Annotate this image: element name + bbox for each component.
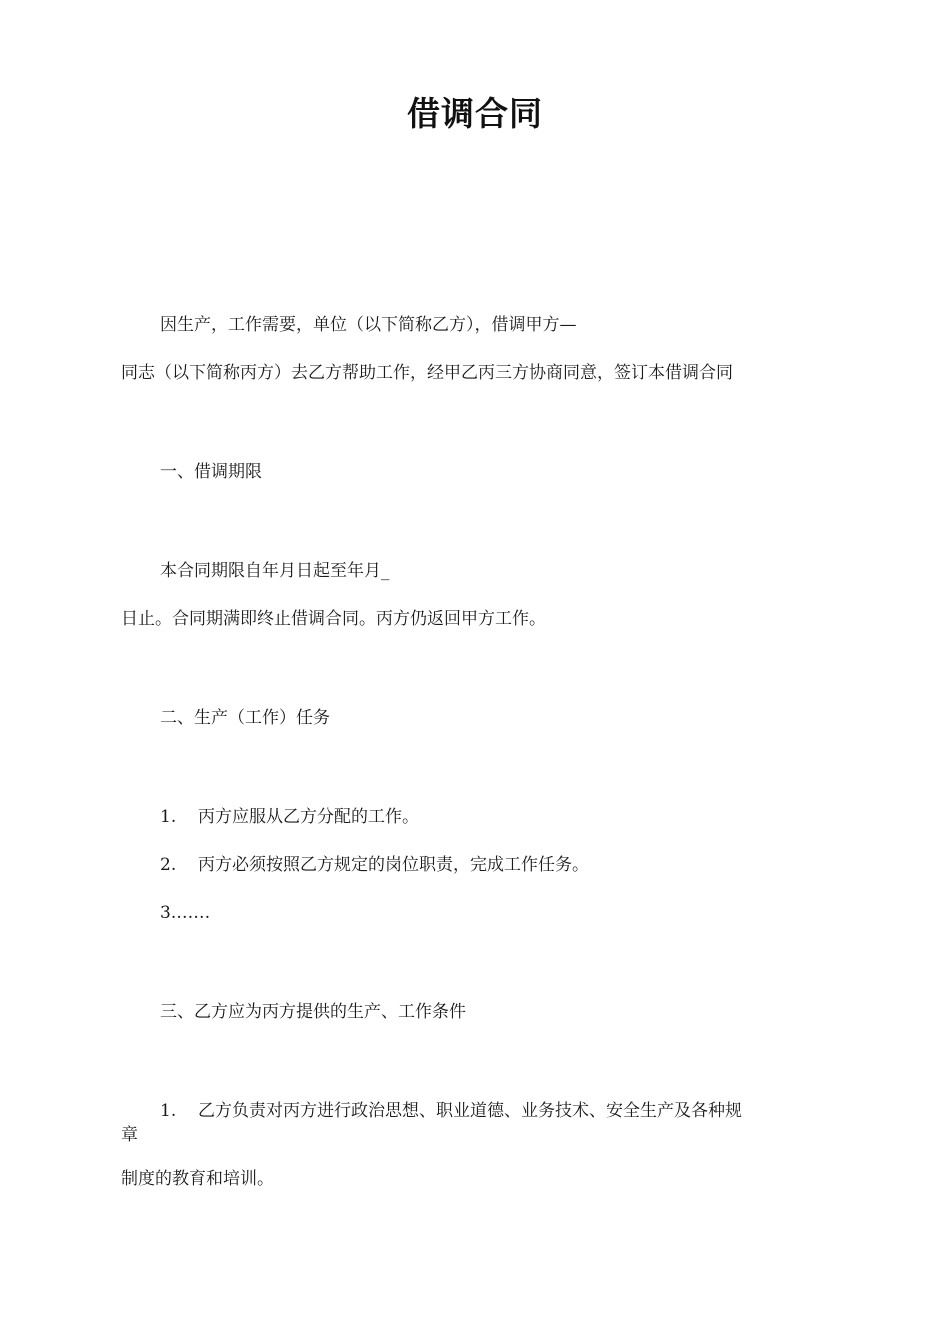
intro-line-2: 同志（以下简称丙方）去乙方帮助工作，经甲乙丙三方协商同意，签订本借调合同 bbox=[121, 363, 733, 383]
section-3-item-1-continuation: 制度的教育和培训。 bbox=[121, 1169, 274, 1189]
section-2-item-3 bbox=[160, 902, 210, 924]
section-3-item-1 bbox=[160, 1100, 742, 1122]
section-1-line-2: 日止。合同期满即终止借调合同。丙方仍返回甲方工作。 bbox=[121, 609, 546, 629]
section-1-heading: 一、借调期限 bbox=[160, 462, 262, 482]
intro-line-1: 因生产，工作需要，单位（以下简称乙方），借调甲方— bbox=[160, 315, 577, 335]
item-number: 1. bbox=[160, 807, 177, 827]
item-text: 丙方应服从乙方分配的工作。 bbox=[198, 807, 419, 827]
section-1-line-1: 本合同期限自年月日起至年月_ bbox=[160, 561, 390, 581]
item-text: 丙方必须按照乙方规定的岗位职责，完成工作任务。 bbox=[198, 855, 589, 875]
section-2-item-1 bbox=[160, 806, 419, 828]
item-text: 乙方负责对丙方进行政治思想、职业道德、业务技术、安全生产及各种规 bbox=[198, 1101, 742, 1121]
item-number: 1. bbox=[160, 1101, 177, 1121]
section-2-item-2 bbox=[160, 854, 589, 876]
section-2-heading: 二、生产（工作）任务 bbox=[160, 708, 330, 728]
item-number: 3. bbox=[160, 903, 177, 923]
document-title: 借调合同 bbox=[407, 94, 543, 133]
section-3-heading: 三、乙方应为丙方提供的生产、工作条件 bbox=[160, 1002, 466, 1022]
section-3-item-1-wrap: 章 bbox=[121, 1125, 138, 1145]
item-text: …… bbox=[176, 903, 211, 923]
item-number: 2. bbox=[160, 855, 177, 875]
